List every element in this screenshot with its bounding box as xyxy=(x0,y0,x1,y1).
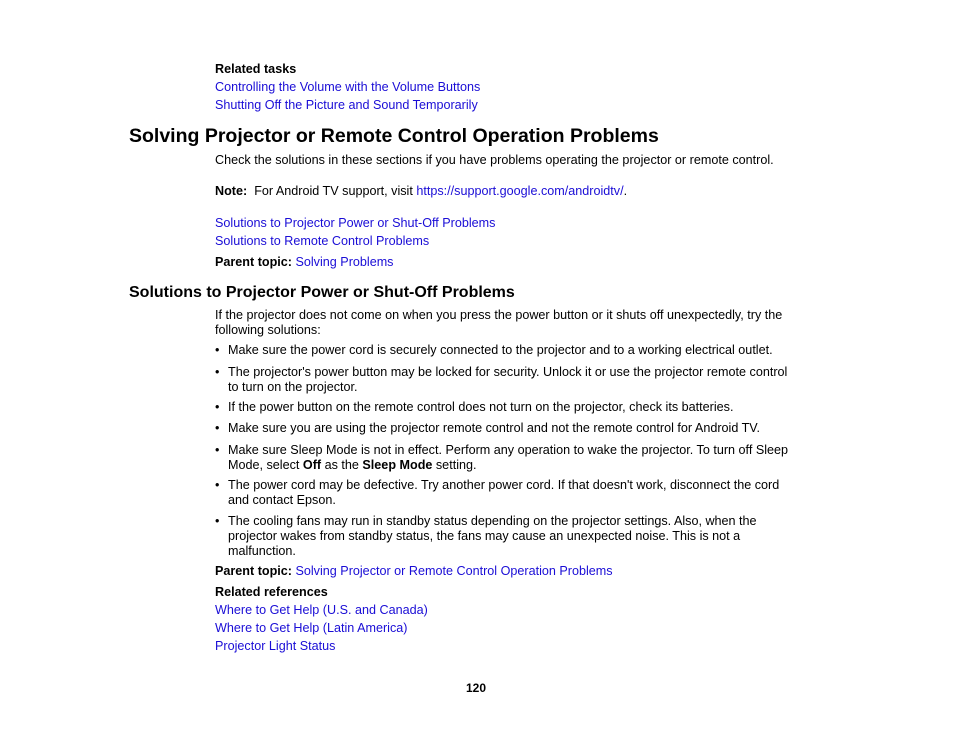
link-shutting-off-picture[interactable]: Shutting Off the Picture and Sound Temporarily xyxy=(215,98,478,112)
parent-topic-label: Parent topic: xyxy=(215,564,292,578)
bullet-icon: • xyxy=(215,400,220,414)
list-item-text: If the power button on the remote control does not turn on the projector, check its batteries. xyxy=(228,400,734,414)
section-title-operation-problems: Solving Projector or Remote Control Operation Problems xyxy=(129,125,659,147)
list-item-text: malfunction. xyxy=(228,544,296,558)
link-power-shutoff-solutions[interactable]: Solutions to Projector Power or Shut-Off Problems xyxy=(215,216,496,230)
list-item-text: The projector's power button may be locked for security. Unlock it or use the projector remote control xyxy=(228,365,788,379)
bullet-icon: • xyxy=(215,443,220,457)
list-item-text: Make sure the power cord is securely connected to the projector and to a working electrical outlet. xyxy=(228,343,773,357)
section-title-power-shutoff: Solutions to Projector Power or Shut-Off Problems xyxy=(129,284,515,301)
link-help-latin-america[interactable]: Where to Get Help (Latin America) xyxy=(215,621,408,635)
link-projector-light-status[interactable]: Projector Light Status xyxy=(215,639,336,653)
list-item-text: Make sure Sleep Mode is not in effect. Perform any operation to wake the projector. To turn off Sleep xyxy=(228,443,789,457)
link-operation-problems[interactable]: Solving Projector or Remote Control Operation Problems xyxy=(295,564,613,578)
list-item-text: The cooling fans may run in standby status depending on the projector settings. Also, when the xyxy=(228,514,757,528)
note-label: Note: xyxy=(215,184,248,198)
parent-topic-2 xyxy=(215,564,613,579)
setting-value: Off xyxy=(302,458,322,472)
parent-topic-1 xyxy=(215,255,393,270)
parent-topic-label: Parent topic: xyxy=(215,255,292,269)
related-references-heading: Related references xyxy=(215,585,328,599)
list-item-text: Make sure you are using the projector remote control and not the remote control for Android TV. xyxy=(228,421,761,435)
list-item-text: to turn on the projector. xyxy=(228,380,358,394)
bullet-icon: • xyxy=(215,343,220,357)
list-item-text: and contact Epson. xyxy=(228,493,336,507)
section2-intro-line1: If the projector does not come on when you press the power button or it shuts off unexpectedly, try the xyxy=(215,308,783,322)
related-tasks-heading: Related tasks xyxy=(215,62,297,76)
link-help-us-canada[interactable]: Where to Get Help (U.S. and Canada) xyxy=(215,603,428,617)
link-solving-problems[interactable]: Solving Problems xyxy=(295,255,394,269)
list-item-text: The power cord may be defective. Try another power cord. If that doesn't work, disconnect the cord xyxy=(228,478,780,492)
note-text: For Android TV support, visit xyxy=(254,184,413,198)
text-fragment: setting. xyxy=(432,458,477,472)
section2-intro-line2: following solutions: xyxy=(215,323,321,337)
android-tv-support-link[interactable]: https://support.google.com/androidtv/ xyxy=(416,184,624,198)
link-remote-control-solutions[interactable]: Solutions to Remote Control Problems xyxy=(215,234,430,248)
text-fragment: Mode, select xyxy=(228,458,303,472)
setting-name: Sleep Mode xyxy=(362,458,433,472)
bullet-icon: • xyxy=(215,478,220,492)
section1-intro: Check the solutions in these sections if you have problems operating the projector or remote control. xyxy=(215,153,774,167)
text-fragment: as the xyxy=(321,458,363,472)
note xyxy=(215,184,627,199)
bullet-icon: • xyxy=(215,365,220,379)
link-controlling-volume[interactable]: Controlling the Volume with the Volume Buttons xyxy=(215,80,481,94)
bullet-icon: • xyxy=(215,421,220,435)
note-end: . xyxy=(623,184,628,198)
page-number: 120 xyxy=(466,681,487,695)
list-item-text: projector wakes from standby status, the fans may cause an unexpected noise. This is not a xyxy=(228,529,741,543)
bullet-icon: • xyxy=(215,514,220,528)
list-item-text xyxy=(228,458,825,473)
